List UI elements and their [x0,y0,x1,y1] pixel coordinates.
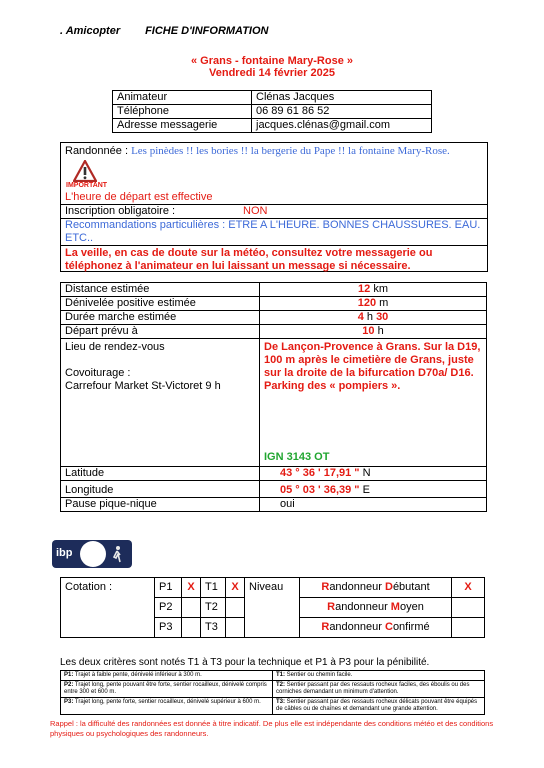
p-criterion [61,698,273,715]
document-header [60,25,268,37]
level-mark [452,598,485,618]
t-code: T1 [201,578,226,598]
contact-row [113,119,432,133]
rdv-text: De Lançon-Provence à Grans. Sur la D19, 100 m après le cimetière de Grans, juste sur la droite de la bifurcation D70a/ D16. Parking des « pompiers ». [264,341,481,392]
p-criterion-text: Trajet à faible pente, dénivelé inférieur à 300 m. [74,672,202,678]
detail-row [61,283,487,297]
pause-value: oui [260,498,487,512]
ign-map-ref: IGN 3143 OT [264,451,330,463]
longitude-value: 05 ° 03 ' 36,39 " [280,484,360,496]
duree-label: Durée marche estimée [61,311,260,325]
meteo-warning: La veille, en cas de doute sur la météo, consultez votre messagerie ou téléphonez à l'animateur en lui laissant un message si nécessaire. [65,247,433,272]
level-rest: onfirmé [392,621,430,633]
latitude-value: 43 ° 36 ' 17,91 " [280,467,360,479]
ibp-logo [52,540,132,568]
contact-value: Clénas Jacques [252,91,432,105]
t-code: T2 [201,598,226,618]
criteres-row [61,698,485,715]
recommandations: Recommandations particulières : ETRE A L'HEURE. BONNES CHAUSSURES. EAU. ETC.. [61,219,487,246]
level-initial: R [321,621,330,633]
logo-text: ibp [56,547,73,559]
p-criterion-text: Trajet long, pente pouvant être forte, sentier rocailleux, dénivelé compris entre 300 et 600 m. [64,682,267,695]
depart-label: Départ prévu à [61,325,260,339]
p-criterion-code: P2: [64,682,74,688]
contact-label: Animateur [113,91,252,105]
p-code: P2 [155,598,182,618]
t-criterion-text: Sentier passant par des ressauts rocheux délicats pouvant être équipés de câbles ou de chaînes et demandant une grande attention. [276,699,478,712]
level-word: andonneur [335,601,391,613]
details-table [60,282,487,512]
level-rest: oyen [399,601,424,613]
detail-row [61,498,487,512]
contact-value: jacques.clénas@gmail.com [252,119,432,133]
event-name: « Grans - fontaine Mary-Rose » [191,55,353,67]
t-mark: X [226,578,245,598]
level-cell [300,618,452,638]
depart-unit: h [377,325,384,337]
p-criterion-text: Trajet long, pente forte, sentier rocailleux, dénivelé supérieur à 600 m. [74,699,261,705]
rdv-right-cell [260,339,487,467]
level-initial2: M [390,601,400,613]
latitude-dir: N [362,467,371,479]
level-cell [300,598,452,618]
inscription-label: Inscription obligatoire : [65,205,176,217]
level-word: andonneur [329,581,385,593]
p-mark [182,618,201,638]
t-criterion-text: Sentier ou chemin facile. [286,672,353,678]
t-code: T3 [201,618,226,638]
criteres-row [61,671,485,681]
t-criterion [273,671,485,681]
longitude-label: Longitude [61,481,260,498]
level-word: andonneur [329,621,385,633]
denivele-label: Dénivelée positive estimée [61,297,260,311]
p-mark: X [182,578,201,598]
randonnee-description: Les pinèdes !! les bories !! la bergerie du Pape !! la fontaine Mary-Rose. [131,145,450,157]
duree-hours: 4 [357,311,364,323]
depart-value: 10 [362,325,375,337]
detail-row [61,467,487,481]
criteres-table [60,670,485,715]
p-criterion-code: P3: [64,699,74,705]
important-text: L'heure de départ est effective [61,191,487,205]
contact-value: 06 89 61 86 52 [252,105,432,119]
t-criterion-code: T3: [276,699,285,705]
p-mark [182,598,201,618]
duree-minutes: 30 [376,311,389,323]
duree-unit: h [366,311,373,323]
level-mark: X [452,578,485,598]
important-block [61,158,487,191]
org-name: . Amicopter [60,25,121,37]
t-criterion-text: Sentier passant par des ressauts rocheux faciles, des éboulis ou des corniches demandant un minimum d'attention. [276,682,470,695]
depart-cell [260,325,487,339]
p-criterion [61,671,273,681]
cotation-label: Cotation : [61,578,155,638]
latitude-cell [260,467,487,481]
hiker-icon [108,545,126,563]
longitude-dir: E [362,484,370,496]
rdv-left-cell [61,339,260,467]
distance-cell [260,283,487,297]
t-mark [226,598,245,618]
contact-label: Téléphone [113,105,252,119]
contact-row [113,105,432,119]
rdv-row [61,339,487,467]
level-initial: R [327,601,336,613]
contact-table [112,90,432,133]
t-criterion-code: T1: [276,672,285,678]
rdv-label: Lieu de rendez-vous [65,341,165,353]
t-criterion-code: T2: [276,682,285,688]
detail-row [61,325,487,339]
rappel-note: Rappel : la difficulté des randonnées est donnée à titre indicatif. De plus elle est indépendante des conditions météo et des conditions physiques ou psychologiques des randonneurs. [50,719,494,738]
warning-icon [73,160,97,182]
p-criterion [61,681,273,698]
latitude-label: Latitude [61,467,260,481]
randonnee-label: Randonnée : [65,145,128,157]
contact-row [113,91,432,105]
detail-row [61,297,487,311]
p-code: P1 [155,578,182,598]
distance-label: Distance estimée [61,283,260,297]
criteres-intro: Les deux critères sont notés T1 à T3 pour la technique et P1 à P3 pour la pénibilité. [60,657,430,668]
t-mark [226,618,245,638]
event-date: Vendredi 14 février 2025 [209,67,335,79]
cotation-table [60,577,485,638]
niveau-label: Niveau [245,578,300,638]
t-criterion [273,681,485,698]
contact-label: Adresse messagerie [113,119,252,133]
p-criterion-code: P1: [64,672,74,678]
denivele-unit: m [379,297,389,309]
level-initial2: D [384,581,393,593]
pause-label: Pause pique-nique [61,498,260,512]
cotation-row [61,578,485,598]
criteres-row [61,681,485,698]
level-cell [300,578,452,598]
distance-unit: km [373,283,388,295]
longitude-cell [260,481,487,498]
t-criterion [273,698,485,715]
duree-cell [260,311,487,325]
randonnee-section [60,142,488,272]
denivele-value: 120 [357,297,377,309]
detail-row [61,481,487,498]
covoit-value: Carrefour Market St-Victoret 9 h [65,380,221,392]
p-code: P3 [155,618,182,638]
level-initial2: C [384,621,393,633]
level-initial: R [321,581,330,593]
inscription-row [61,205,487,219]
distance-value: 12 [358,283,371,295]
inscription-value: NON [243,205,268,217]
denivele-cell [260,297,487,311]
doc-title: FICHE D'INFORMATION [145,25,269,37]
covoit-label: Covoiturage : [65,367,131,379]
important-label: IMPORTANT [66,182,108,189]
level-rest: ébutant [392,581,430,593]
level-mark [452,618,485,638]
detail-row [61,311,487,325]
